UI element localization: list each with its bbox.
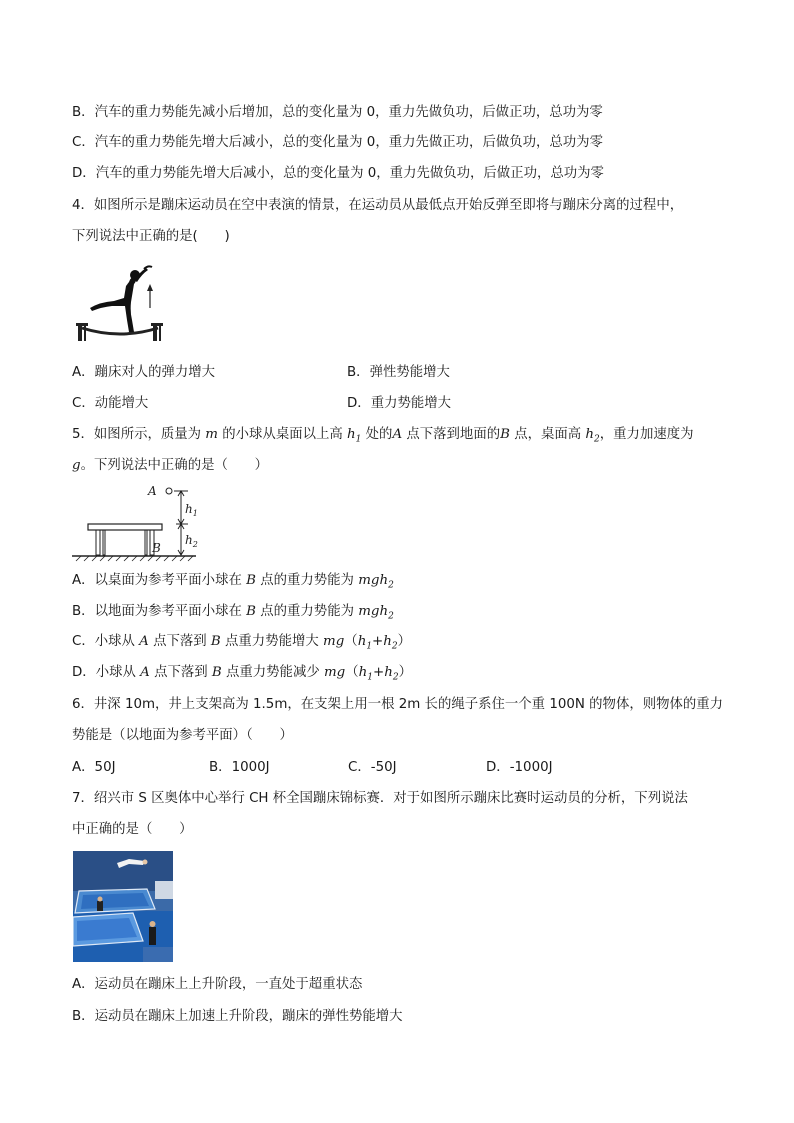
q4-option-a: A．蹦床对人的弹力增大 xyxy=(72,365,216,380)
q6-stem-line2: 势能是（以地面为参考平面）（ ） xyxy=(72,728,293,743)
q4-option-b: B．弹性势能增大 xyxy=(347,365,450,380)
q7-option-b: B．运动员在蹦床上加速上升阶段，蹦床的弹性势能增大 xyxy=(72,1009,403,1024)
fig-label-b: B xyxy=(152,541,161,555)
q6-option-a: A．50J xyxy=(72,760,116,775)
q6-option-c: C．-50J xyxy=(348,760,397,775)
q4-stem-line2: 下列说法中正确的是( ) xyxy=(72,229,230,244)
q4-stem-line1: 4．如图所示是蹦床运动员在空中表演的情景，在运动员从最低点开始反弹至即将与蹦床分离的过程中， xyxy=(72,198,684,213)
q4-option-c: C．动能增大 xyxy=(72,396,149,411)
fig-label-h1: $h_1$ xyxy=(185,502,198,518)
q3-option-c: C．汽车的重力势能先增大后减小，总的变化量为 0，重力先做正功，后做负功，总功为零 xyxy=(72,135,603,150)
q6-stem-line1: 6．井深 10m，井上支架高为 1.5m，在支架上用一根 2m 长的绳子系住一个重 100N 的物体，则物体的重力 xyxy=(72,697,724,712)
q5-stem-line1: 5．如图所示，质量为 m 的小球从桌面以上高 $h_1$ 处的A 点下落到地面的B 点，桌面高 $h_2$，重力加速度为 xyxy=(72,427,694,445)
fig-label-a: A xyxy=(148,484,157,498)
q6-option-d: D．-1000J xyxy=(486,760,553,775)
fig-label-h2: $h_2$ xyxy=(185,533,198,549)
q5-option-d: D．小球从 A 点下落到 B 点重力势能减少 $mg(h_1+h_2)$ xyxy=(72,665,412,683)
q4-option-d: D．重力势能增大 xyxy=(347,396,452,411)
q7-option-a: A．运动员在蹦床上上升阶段，一直处于超重状态 xyxy=(72,977,363,992)
trampoline-competition-photo xyxy=(73,851,173,962)
q3-option-d: D．汽车的重力势能先增大后减小，总的变化量为 0，重力先做负功，后做正功，总功为零 xyxy=(72,166,604,181)
q7-stem-line1: 7．绍兴市 S 区奥体中心举行 CH 杯全国蹦床锦标赛．对于如图所示蹦床比赛时运动员的分析，下列说法 xyxy=(72,791,688,806)
q5-stem-line2: g。下列说法中正确的是（ ） xyxy=(72,458,269,473)
q6-option-b: B．1000J xyxy=(209,760,270,775)
trampoline-figure xyxy=(74,262,166,344)
ball-table-figure xyxy=(72,482,202,562)
q5-option-c: C．小球从 A 点下落到 B 点重力势能增大 $mg(h_1+h_2)$ xyxy=(72,634,412,652)
q3-option-b: B．汽车的重力势能先减小后增加，总的变化量为 0，重力先做负功，后做正功，总功为零 xyxy=(72,105,603,120)
q5-option-b: B．以地面为参考平面小球在 B 点的重力势能为 mgh$_2$ xyxy=(72,604,394,622)
q7-stem-line2: 中正确的是（ ） xyxy=(72,822,193,837)
q5-option-a: A．以桌面为参考平面小球在 B 点的重力势能为 mgh$_2$ xyxy=(72,573,394,591)
